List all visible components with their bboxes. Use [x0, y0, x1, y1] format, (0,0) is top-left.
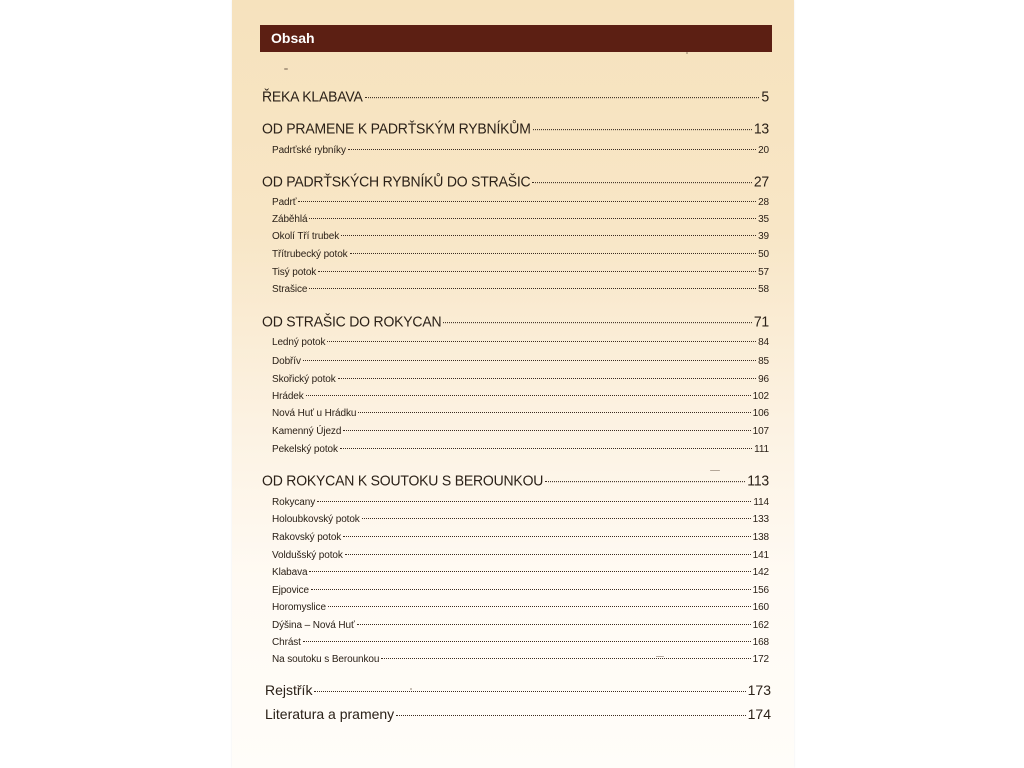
toc-entry — [272, 337, 769, 348]
entry-title: Horomyslice — [272, 602, 326, 613]
dot-leader — [545, 481, 745, 482]
chapter-page-number: 27 — [753, 172, 769, 190]
dot-leader — [533, 129, 752, 130]
entry-title: Rakovský potok — [272, 532, 342, 543]
book-page — [232, 0, 794, 768]
toc-back-matter — [265, 706, 771, 722]
dot-leader — [311, 589, 751, 590]
dot-leader — [345, 554, 751, 555]
entry-page-number: 114 — [753, 497, 769, 508]
entry-page-number: 156 — [752, 585, 769, 596]
dot-leader — [314, 691, 745, 692]
toc-entry — [272, 267, 769, 278]
chapter-title: OD PADRŤSKÝCH RYBNÍKŮ DO STRAŠIC — [262, 172, 531, 190]
dot-leader — [357, 624, 751, 625]
back-matter-page-number: 174 — [747, 706, 771, 722]
chapter-title: OD STRAŠIC DO ROKYCAN — [262, 312, 442, 330]
entry-page-number: 35 — [758, 214, 769, 225]
toc-chapter — [262, 119, 769, 136]
toc-entry — [272, 374, 769, 385]
chapter-page-number: 13 — [753, 119, 769, 137]
toc-entry — [272, 532, 769, 543]
dot-leader — [381, 658, 750, 659]
entry-page-number: 39 — [758, 231, 769, 242]
entry-title: Na soutoku s Berounkou — [272, 654, 380, 665]
toc-entry — [272, 426, 769, 437]
chapter-title: ŘEKA KLABAVA — [262, 87, 363, 105]
entry-page-number: 162 — [752, 620, 769, 631]
header-bar — [260, 25, 772, 52]
dot-leader — [303, 641, 751, 642]
dot-leader — [318, 271, 756, 272]
dot-leader — [309, 218, 756, 219]
entry-page-number: 107 — [752, 426, 769, 437]
dot-leader — [309, 288, 756, 289]
dot-leader — [362, 518, 751, 519]
toc-entry — [272, 654, 769, 665]
dot-leader — [338, 378, 756, 379]
toc-entry — [272, 356, 769, 367]
dot-leader — [532, 182, 751, 183]
toc-entry — [272, 197, 769, 208]
dot-leader — [358, 412, 750, 413]
toc-chapter — [262, 312, 769, 329]
dot-leader — [306, 395, 751, 396]
entry-title: Ejpovice — [272, 585, 309, 596]
entry-title: Nová Huť u Hrádku — [272, 408, 357, 419]
back-matter-title: Rejstřík — [265, 682, 313, 698]
toc-back-matter — [265, 682, 771, 698]
entry-page-number: 138 — [752, 532, 769, 543]
entry-page-number: 96 — [758, 374, 769, 385]
toc-entry — [272, 497, 769, 508]
entry-page-number: 160 — [752, 602, 769, 613]
toc-entry — [272, 231, 769, 242]
entry-title: Okolí Tří trubek — [272, 231, 340, 242]
dot-leader — [343, 536, 750, 537]
toc-entry — [272, 637, 769, 648]
entry-title: Padrť — [272, 197, 297, 208]
entry-title: Pekelský potok — [272, 444, 338, 455]
chapter-title: OD PRAMENE K PADRŤSKÝM RYBNÍKŮM — [262, 119, 531, 137]
back-matter-title: Literatura a prameny — [265, 706, 395, 722]
dot-leader — [443, 322, 751, 323]
toc-entry — [272, 514, 769, 525]
dot-leader — [343, 430, 750, 431]
entry-title: Rokycany — [272, 497, 316, 508]
entry-page-number: 28 — [758, 197, 769, 208]
entry-title: Tisý potok — [272, 267, 317, 278]
entry-title: Dýšina – Nová Huť — [272, 620, 355, 631]
scan-speck — [656, 656, 664, 657]
toc-entry — [272, 214, 769, 225]
page-title: Obsah — [271, 30, 315, 46]
entry-page-number: 141 — [752, 550, 769, 561]
toc-entry — [272, 620, 769, 631]
entry-title: Záběhlá — [272, 214, 308, 225]
entry-title: Dobřív — [272, 356, 301, 367]
entry-page-number: 111 — [754, 444, 769, 455]
entry-title: Hrádek — [272, 391, 304, 402]
toc-entry — [272, 391, 769, 402]
dot-leader — [309, 571, 750, 572]
entry-page-number: 142 — [752, 567, 769, 578]
toc-entry — [272, 408, 769, 419]
entry-title: Holoubkovský potok — [272, 514, 360, 525]
toc-entry — [272, 249, 769, 260]
toc-entry — [272, 585, 769, 596]
entry-page-number: 85 — [758, 356, 769, 367]
entry-page-number: 57 — [758, 267, 769, 278]
entry-title: Kamenný Újezd — [272, 426, 342, 437]
toc-entry — [272, 444, 769, 455]
entry-page-number: 102 — [752, 391, 769, 402]
chapter-page-number: 113 — [747, 471, 769, 489]
toc-entry — [272, 602, 769, 613]
entry-title: Voldušský potok — [272, 550, 343, 561]
entry-page-number: 50 — [758, 249, 769, 260]
dot-leader — [340, 448, 752, 449]
back-matter-page-number: 173 — [747, 682, 771, 698]
dot-leader — [348, 149, 756, 150]
entry-page-number: 172 — [752, 654, 769, 665]
scan-speck — [686, 52, 688, 54]
toc-chapter — [262, 471, 769, 488]
entry-page-number: 168 — [752, 637, 769, 648]
toc-entry — [272, 567, 769, 578]
chapter-page-number: 71 — [753, 312, 769, 330]
scan-speck — [284, 68, 288, 70]
dot-leader — [298, 201, 756, 202]
scan-speck — [410, 688, 412, 690]
entry-title: Padrťské rybníky — [272, 145, 346, 156]
toc-chapter — [262, 87, 769, 104]
dot-leader — [317, 501, 751, 502]
entry-title: Chrást — [272, 637, 301, 648]
entry-page-number: 58 — [758, 284, 769, 295]
entry-page-number: 133 — [752, 514, 769, 525]
dot-leader — [365, 97, 760, 98]
toc-entry — [272, 284, 769, 295]
entry-title: Strašice — [272, 284, 308, 295]
scan-speck — [710, 470, 720, 471]
entry-page-number: 20 — [758, 145, 769, 156]
dot-leader — [350, 253, 757, 254]
toc-entry — [272, 550, 769, 561]
dot-leader — [341, 235, 756, 236]
toc-chapter — [262, 172, 769, 189]
dot-leader — [396, 715, 745, 716]
dot-leader — [327, 341, 756, 342]
entry-title: Skořický potok — [272, 374, 336, 385]
entry-page-number: 84 — [758, 337, 769, 348]
chapter-page-number: 5 — [761, 87, 769, 105]
entry-title: Ledný potok — [272, 337, 326, 348]
entry-title: Třítrubecký potok — [272, 249, 348, 260]
entry-title: Klabava — [272, 567, 308, 578]
toc-entry — [272, 145, 769, 156]
dot-leader — [328, 606, 751, 607]
entry-page-number: 106 — [752, 408, 769, 419]
dot-leader — [303, 360, 756, 361]
chapter-title: OD ROKYCAN K SOUTOKU S BEROUNKOU — [262, 471, 544, 489]
